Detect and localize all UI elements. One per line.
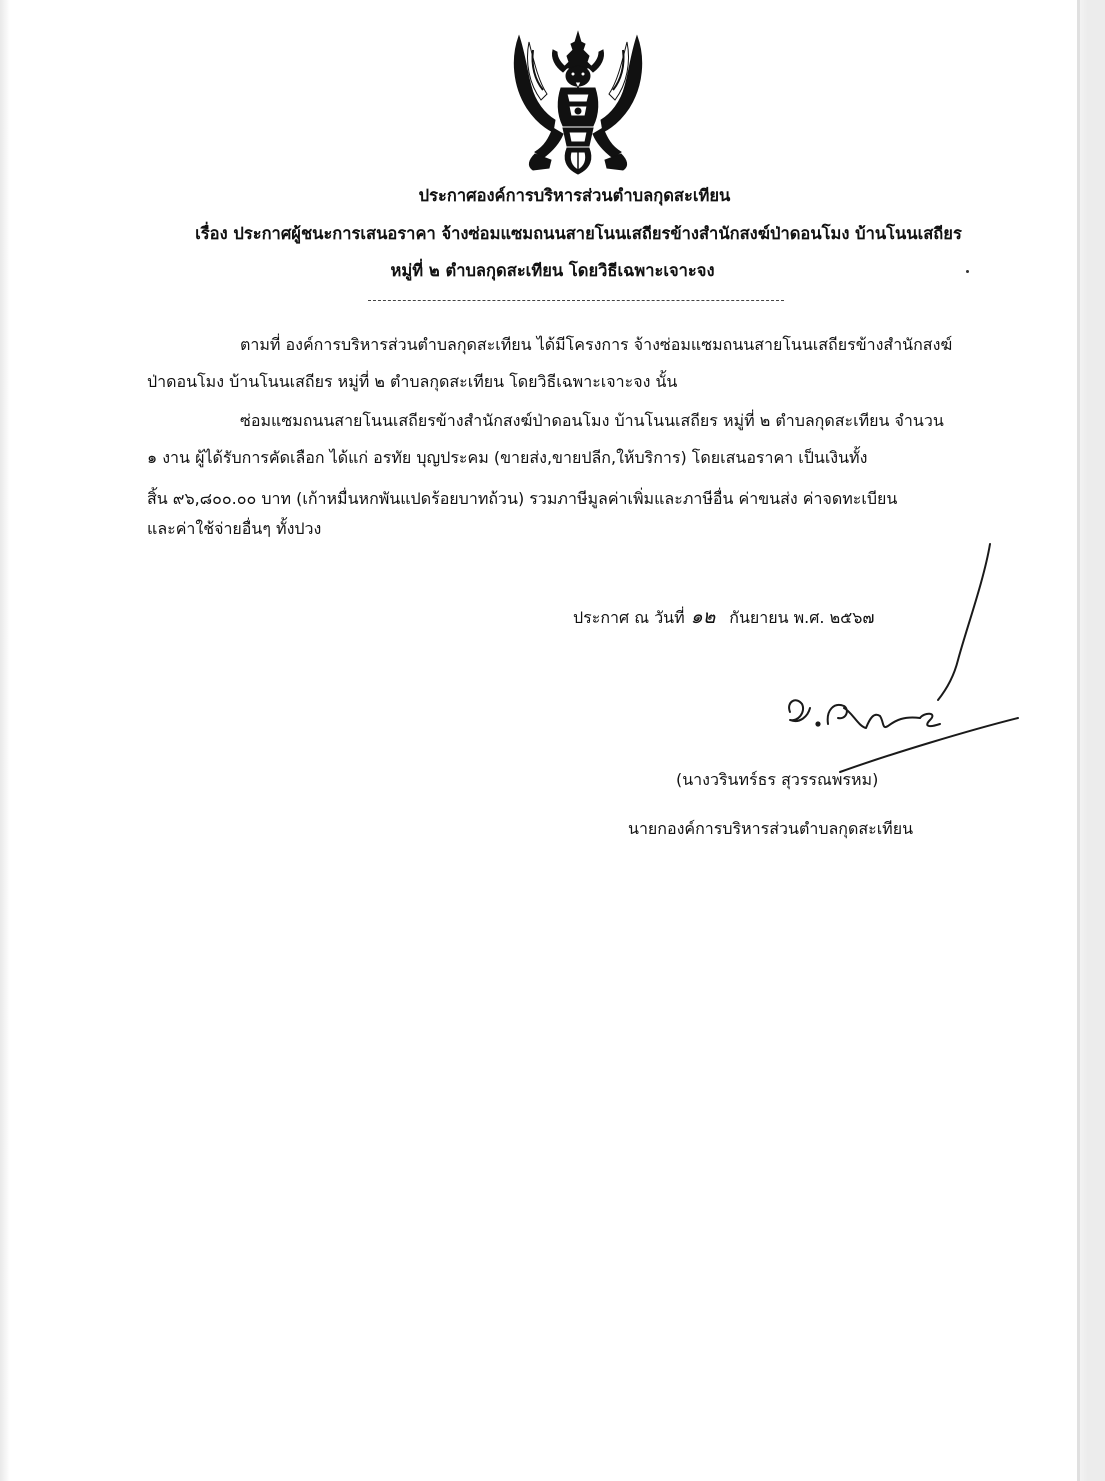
garuda-emblem-icon [505,28,651,176]
paragraph-2-line-2: ๑ งาน ผู้ได้รับการคัดเลือก ได้แก่ อรทัย บุญประคม (ขายส่ง,ขายปลีก,ให้บริการ) โดยเสนอราคา เป็นเงินทั้ง [147,448,868,467]
date-prefix: ประกาศ ณ วันที่ [573,608,685,627]
document-subject-cont: หมู่ที่ ๒ ตำบลกุดสะเทียน โดยวิธีเฉพาะเจาะจง [390,261,715,280]
date-month-year: กันยายน พ.ศ. ๒๕๖๗ [729,608,875,627]
paragraph-1-line-2: ป่าดอนโมง บ้านโนนเสถียร หมู่ที่ ๒ ตำบลกุดสะเทียน โดยวิธีเฉพาะเจาะจง นั้น [147,372,678,391]
handwritten-signature [770,540,1030,780]
signatory-name: (นางวรินทร์ธร สุวรรณพรหม) [676,770,879,789]
header-divider [368,300,784,301]
paragraph-2-line-3: สิ้น ๙๖,๘๐๐.๐๐ บาท (เก้าหมื่นหกพันแปดร้อยบาทถ้วน) รวมภาษีมูลค่าเพิ่มและภาษีอื่น ค่าขนส่ง ค่าจดทะเบียน [147,489,898,508]
signatory-title: นายกองค์การบริหารส่วนตำบลกุดสะเทียน [628,819,914,838]
stray-dot [966,270,969,273]
page-edge-left [0,0,10,1481]
paragraph-2-line-1: ซ่อมแซมถนนสายโนนเสถียรข้างสำนักสงฆ์ป่าดอนโมง บ้านโนนเสถียร หมู่ที่ ๒ ตำบลกุดสะเทียน จำนวน [240,411,944,430]
document-subject: เรื่อง ประกาศผู้ชนะการเสนอราคา จ้างซ่อมแซมถนนสายโนนเสถียรข้างสำนักสงฆ์ป่าดอนโมง บ้านโนนเสถียร [195,224,962,243]
paragraph-1-line-1: ตามที่ องค์การบริหารส่วนตำบลกุดสะเทียน ได้มีโครงการ จ้างซ่อมแซมถนนสายโนนเสถียรข้างสำนักสงฆ์ [240,335,953,354]
document-title: ประกาศองค์การบริหารส่วนตำบลกุดสะเทียน [418,186,731,205]
date-day-handwritten: ๑๒ [690,606,716,628]
paragraph-2-line-4: และค่าใช้จ่ายอื่นๆ ทั้งปวง [147,519,322,538]
